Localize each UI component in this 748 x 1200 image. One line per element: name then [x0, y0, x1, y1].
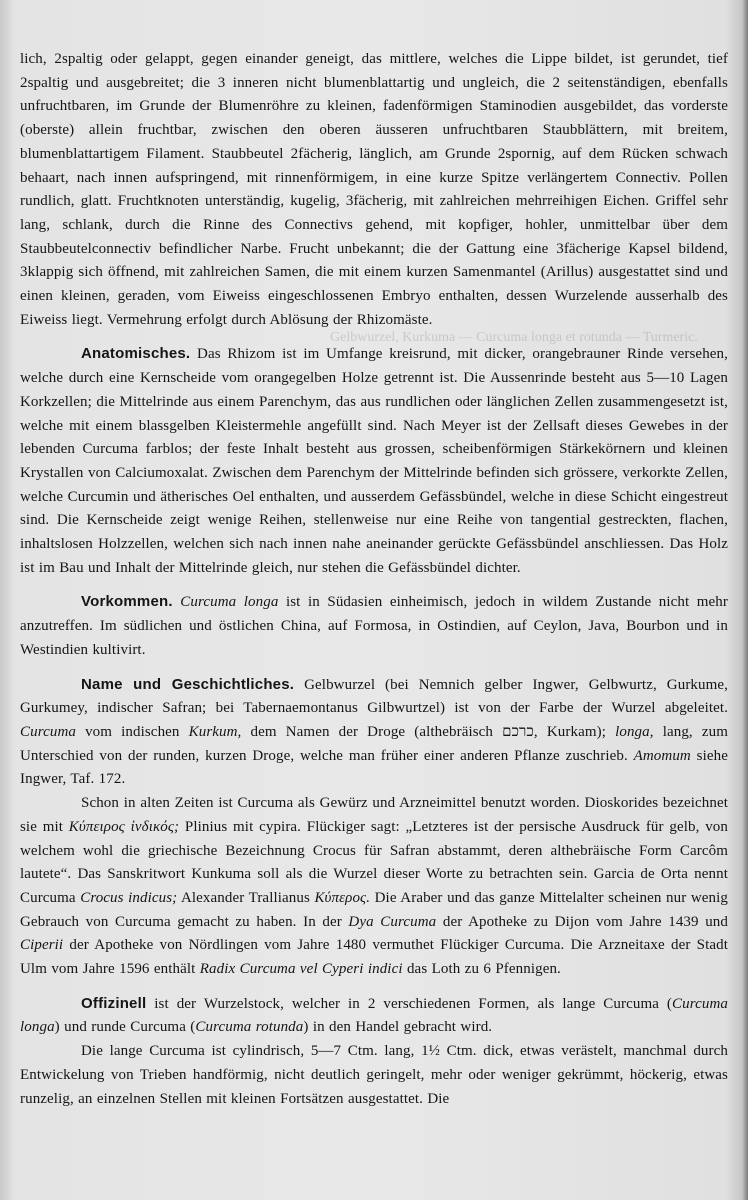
history-italic-crocus: Crocus indicus; [80, 889, 178, 906]
paragraph-name-history [20, 673, 728, 793]
name-text-a: Gelbwurzel (bei Nemnich gelber Ingwer, Gelbwurtz, Gurkume, Gurkumey, indischer Safran; bei Tabernaemontanus Gilbwurtzel) ist von der Farbe der Wurzel abgeleitet. [20, 676, 728, 717]
paragraph-occurrence [20, 590, 728, 662]
heading-name-history: Name und Geschichtliches. [81, 675, 295, 693]
bleed-through-text: Gelbwurzel, Kurkuma — Curcuma longa et rotunda — Turmeric. [330, 330, 698, 345]
name-italic-longa: longa, [615, 723, 654, 740]
history-text-d: Die Araber und das ganze Mittelalter scheinen nur wenig Gebrauch von Curcuma gemacht zu haben. In der [20, 889, 728, 930]
official-text-c: ) in den Handel gebracht wird. [303, 1019, 493, 1036]
paragraph-official [20, 992, 728, 1040]
paragraph-long-curcuma: Die lange Curcuma ist cylindrisch, 5—7 Ctm. lang, 1½ Ctm. dick, etwas verästelt, manchmal durch Entwickelung von Trieben handförmig, nicht deutlich geringelt, mehr oder weniger gekrümmt, höckerig, etwas runzelig, an einzelnen Stellen mit kleinen Fortsätzen ausgestattet. Die [20, 1043, 728, 1107]
history-italic-greek-2: Κύπερος. [314, 889, 371, 906]
history-text-a: Schon in alten Zeiten ist Curcuma als Gewürz und Arzneimittel benutzt worden. Dioskorides bezeichnet sie mit [20, 795, 728, 835]
history-text-b: Plinius mit cypira. Flückiger sagt: „Letzteres ist der persische Ausdruck für gelb, von welchem wohl die griechische Bezeichnung Crocus für Safran abstammt, deren althebräische Form Carcôm lautete“. Das Sanskritwort Kunkuma soll als die Wurzel dieser Worte zu betrachten sein. Garcia de Orta nennt Curcuma [20, 818, 728, 906]
name-text-d: lang, zum Unterschied von der runden, kurzen Droge, welche man früher einer anderen Pflanze zuschrieb. [20, 723, 728, 764]
anatomy-text: Das Rhizom ist im Umfange kreisrund, mit dicker, orangebrauner Rinde versehen, welche durch eine Kernscheide vom orangegelben Holze getrennt ist. Die Aussenrinde besteht aus 5—10 Lagen Korkzellen; die Mittelrinde aus einem Parenchym, das aus rundlichen oder länglichen Zellen zusammengesetzt ist, welche mit einem blassgelben Kleistermehle angefüllt sind. Nach Meyer ist der Zellsaft dieses Gewebes in der lebenden Curcuma farblos; der feste Inhalt besteht aus grossen, scheibenförmigen Stärkekörnern und kleinen Krystallen von Calciumoxalat. Zwischen dem Parenchym der Mittelrinde befinden sich grössere, verkorkte Zellen, welche Curcumin und ätherisches Oel enthalten, und ausserdem Gefässbündel, welche in diese Schicht eingestreut sind. Die Kernscheide zeigt wenige Reihen, stellenweise nur eine Reihe von tangential gestreckten, flachen, inhaltslosen Holzzellen, welchen sich nach innen nahe aneinander gerückte Gefässbündel anschliessen. Das Holz ist im Bau und Inhalt der Mittelrinde gleich, nur stehen die Gefässbündel dichter. [20, 346, 728, 576]
name-italic-curcuma: Curcuma [20, 723, 76, 740]
heading-occurrence: Vorkommen. [81, 593, 173, 611]
page-edge-shadow [742, 0, 748, 1200]
name-text-c: dem Namen der Droge (althebräisch כרכם, Kurkam); [241, 723, 616, 740]
history-text-g: das Loth zu 6 Pfennigen. [402, 961, 561, 978]
official-italic-longa: Curcuma longa [20, 995, 728, 1036]
official-text-b: ) und runde Curcuma ( [54, 1019, 196, 1036]
name-italic-kurkum: Kurkum, [188, 723, 242, 740]
history-italic-ciperii: Ciperii [20, 937, 64, 954]
body-text [20, 48, 728, 1111]
paragraph-history [20, 792, 728, 982]
history-text-e: der Apotheke zu Dijon vom Jahre 1439 und [436, 913, 729, 930]
history-italic-radix: Radix Curcuma vel Cyperi indici [199, 961, 403, 978]
occurrence-text-b: ist in Südasien einheimisch, jedoch in wildem Zustande nicht mehr anzutreffen. Im südlichen und östlichen China, auf Formosa, in Ostindien, auf Ceylon, Java, Bourbon und in Westindien kultivirt. [20, 594, 728, 658]
heading-official: Offizinell [81, 994, 147, 1012]
history-italic-dya: Dya Curcuma [348, 913, 437, 930]
paragraph-flower-description: lich, 2spaltig oder gelappt, gegen einander geneigt, das mittlere, welches die Lippe bildet, ist gerundet, tief 2spaltig und ausgebreitet; die 3 inneren nicht blumenblattartig und ungleich, die 2 seitenständigen, ebenfalls unfruchtbaren, im Grunde der Blumenröhre zu kleinen, fadenförmigen Staminodien ausgebildet, das vorderste (oberste) allein fruchtbar, zwischen den oberen äusseren unfruchtbaren Staubblättern, mit breitem, blumenblattartigem Filament. Staubbeutel 2fächerig, länglich, am Grunde 2spornig, auf dem Rücken schwach behaart, nach innen aufspringend, mit rinnenförmigem, in eine kurze Spitze verlängertem Connectiv. Pollen rundlich, glatt. Fruchtknoten unterständig, kugelig, 3fächerig, mit zahlreichen mehrreihigen Eichen. Griffel sehr lang, schlank, durch die Rinne des Connectivs gehend, mit kopfiger, hohler, unmittelbar über dem Staubbeutelconnectiv befindlicher Narbe. Frucht unbekannt; die der Gattung eine 3fächerige Kapsel bildend, 3klappig sich öffnend, mit zahlreichen Samen, die mit einem kurzen Samenmantel (Arillus) ausgestattet sind und einen kleinen, geraden, vom Eiweiss eingeschlossenen Embryo enthalten, dessen Wurzelende ausserhalb des Eiweiss liegt. Vermehrung erfolgt durch Ablösung der Rhizomäste. [20, 51, 728, 328]
history-text-c: Alexander Trallianus [177, 889, 315, 906]
history-text-f: der Apotheke von Nördlingen vom Jahre 1480 vermuthet Flückiger Curcuma. Die Arzneitaxe der Stadt Ulm vom Jahre 1596 enthält [20, 937, 728, 978]
official-text-a: ist der Wurzelstock, welcher in 2 verschiedenen Formen, als lange Curcuma ( [146, 995, 673, 1012]
name-text-b: vom indischen [75, 723, 189, 740]
paragraph-anatomy [20, 342, 728, 580]
name-italic-amomum: Amomum [633, 747, 691, 764]
heading-anatomy: Anatomisches. [81, 345, 191, 363]
official-italic-rotunda: Curcuma rotunda [195, 1019, 304, 1036]
name-text-e: siehe Ingwer, Taf. 172. [20, 747, 728, 788]
occurrence-species: Curcuma longa [180, 594, 279, 611]
history-italic-greek-1: Κύπειρος ἰνδικός; [68, 818, 180, 835]
